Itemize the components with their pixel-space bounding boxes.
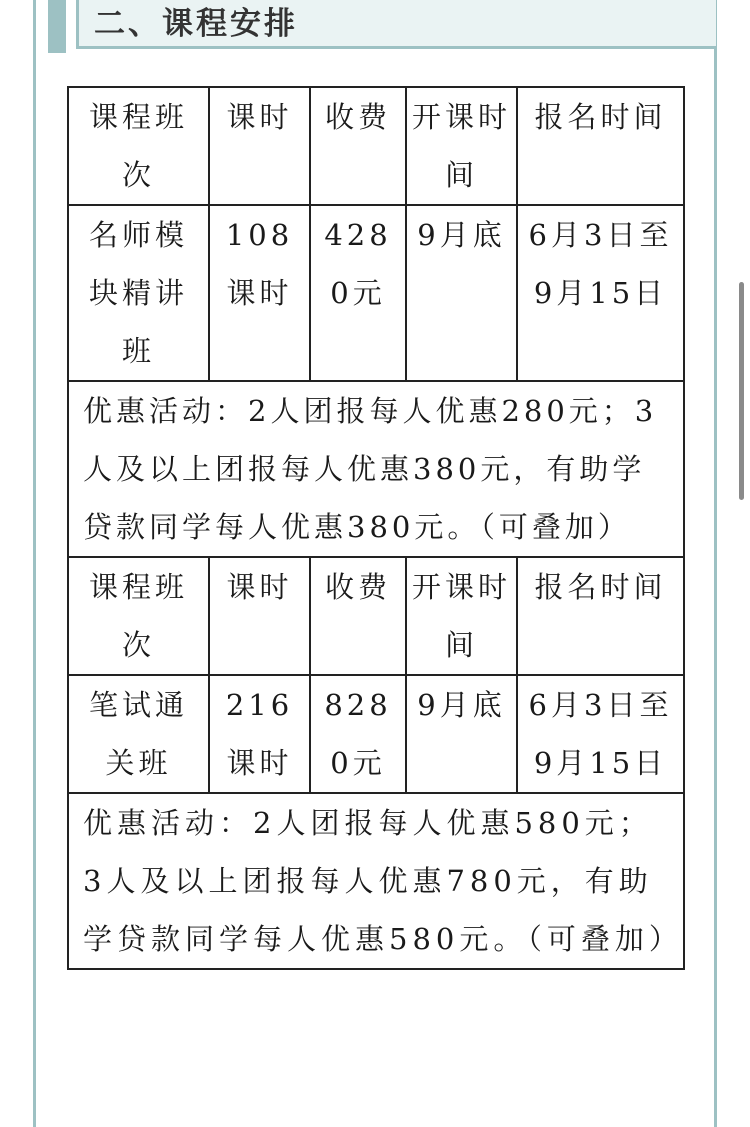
header-cell-start: 开课时间 (406, 87, 517, 205)
table-row (68, 205, 684, 381)
header-cell-hours: 课时 (209, 557, 310, 675)
table-header-row (68, 87, 684, 205)
course-name: 名师模块精讲班 (68, 205, 209, 381)
header-cell-course: 课程班次 (68, 87, 209, 205)
article-frame-right (714, 0, 717, 1127)
course-hours: 108课时 (209, 205, 310, 381)
promo-row (68, 381, 684, 557)
course-fee: 4280元 (310, 205, 406, 381)
header-cell-course: 课程班次 (68, 557, 209, 675)
course-schedule-table (67, 86, 685, 970)
header-cell-hours: 课时 (209, 87, 310, 205)
article-frame-left (33, 0, 36, 1127)
promo-text: 优惠活动：2人团报每人优惠280元；3人及以上团报每人优惠380元，有助学贷款同学每人优惠380元。（可叠加） (68, 381, 684, 557)
course-enroll: 6月3日至9月15日 (517, 675, 684, 793)
course-start: 9月底 (406, 205, 517, 381)
course-start: 9月底 (406, 675, 517, 793)
table-row (68, 675, 684, 793)
course-name: 笔试通关班 (68, 675, 209, 793)
header-cell-fee: 收费 (310, 87, 406, 205)
table-header-row (68, 557, 684, 675)
header-cell-enroll: 报名时间 (517, 87, 684, 205)
course-hours: 216课时 (209, 675, 310, 793)
scrollbar-thumb[interactable] (739, 282, 744, 500)
course-enroll: 6月3日至9月15日 (517, 205, 684, 381)
section-title: 二、课程安排 (94, 6, 298, 42)
header-cell-fee: 收费 (310, 557, 406, 675)
header-cell-enroll: 报名时间 (517, 557, 684, 675)
course-fee: 8280元 (310, 675, 406, 793)
promo-row (68, 793, 684, 969)
header-cell-start: 开课时间 (406, 557, 517, 675)
promo-text: 优惠活动：2人团报每人优惠580元；3人及以上团报每人优惠780元，有助学贷款同学每人优惠580元。（可叠加） (68, 793, 684, 969)
section-header (48, 0, 716, 53)
header-accent-bar (48, 0, 66, 53)
